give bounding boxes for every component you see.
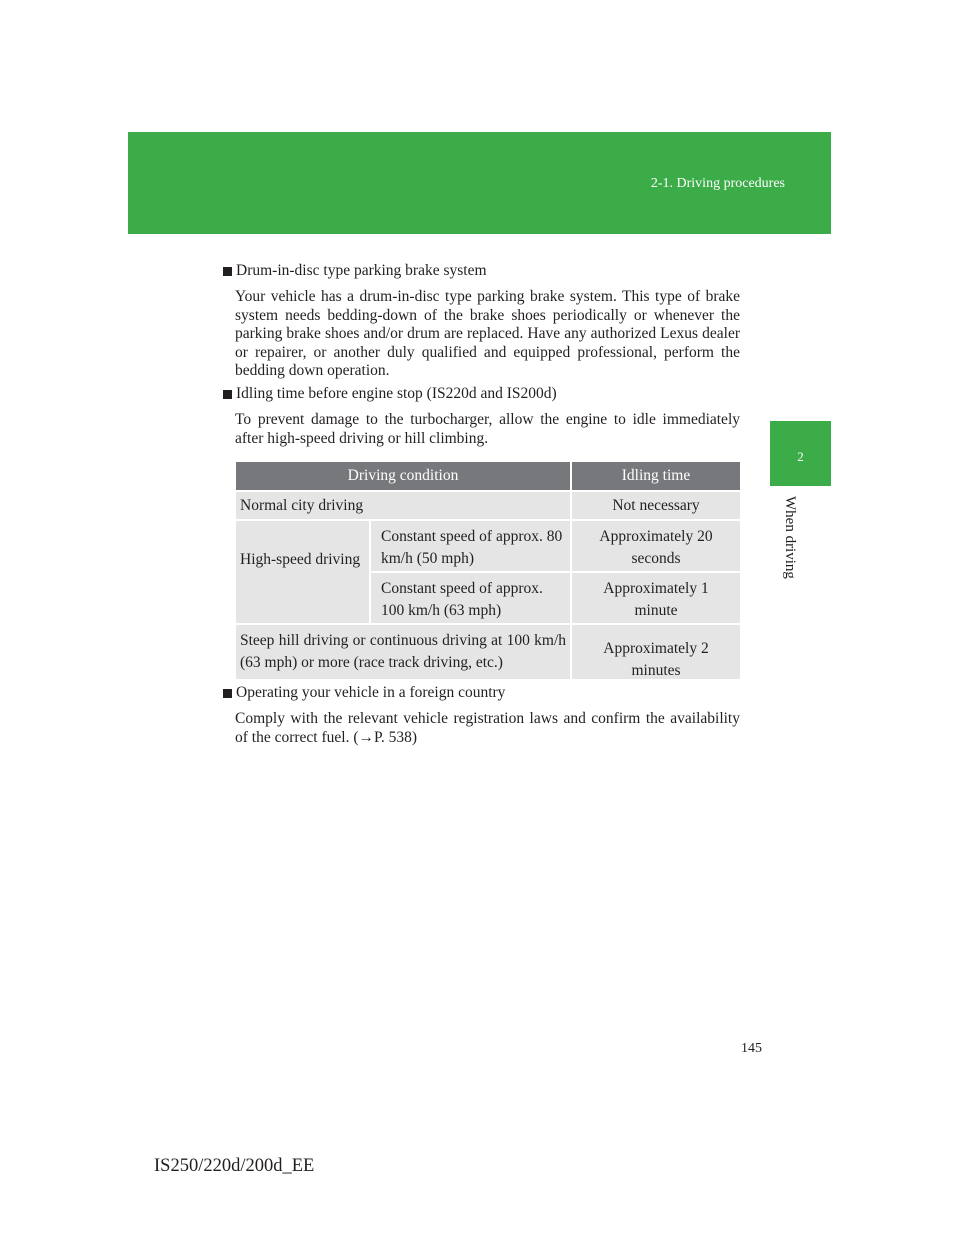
section-heading: Operating your vehicle in a foreign country xyxy=(236,684,506,701)
header-band xyxy=(128,132,831,234)
section-parking-brake xyxy=(223,262,740,381)
table-header-time: Idling time xyxy=(572,462,740,490)
table-header-condition: Driving condition xyxy=(236,462,570,490)
section-foreign-country xyxy=(223,684,740,747)
section-body: Comply with the relevant vehicle registration laws and confirm the availability of the correct fuel. (→P. 538) xyxy=(235,710,740,746)
chapter-tab xyxy=(770,421,831,486)
table-cell-speed: Constant speed of approx. 80 km/h (50 mph) xyxy=(371,521,570,571)
table-cell-condition: Steep hill driving or continuous driving at 100 km/h (63 mph) or more (race track driving, etc.) xyxy=(236,625,570,679)
section-body: To prevent damage to the turbocharger, allow the engine to idle immediately after high-speed driving or hill climbing. xyxy=(235,411,740,447)
table-cell-speed: Constant speed of approx. 100 km/h (63 mph) xyxy=(371,573,570,623)
table-cell-time: Not necessary xyxy=(572,492,740,519)
table-cell-time: Approximately 2 minutes xyxy=(572,625,740,679)
table-cell-time: Approximately 20 seconds xyxy=(572,521,740,571)
section-heading: Idling time before engine stop (IS220d and IS200d) xyxy=(236,385,557,402)
section-body: Your vehicle has a drum-in-disc type parking brake system. This type of brake system needs bedding-down of the brake shoes periodically or whenever the parking brake shoes and/or drum are replaced. Have any authorized Lexus dealer or repairer, or another duly qualified and equipped professional, perform the bedding down operation. xyxy=(235,288,740,380)
section-idling-time xyxy=(223,385,740,448)
bullet-square-icon xyxy=(223,390,232,399)
bullet-square-icon xyxy=(223,267,232,276)
table-cell-condition: Normal city driving xyxy=(236,492,570,519)
table-cell-time: Approximately 1 minute xyxy=(572,573,740,623)
chapter-caption xyxy=(782,496,798,596)
section-heading: Drum-in-disc type parking brake system xyxy=(236,262,487,279)
idling-time-table xyxy=(236,462,740,679)
section-title: 2-1. Driving procedures xyxy=(650,176,785,191)
chapter-caption-text: When driving xyxy=(782,496,798,579)
chapter-number: 2 xyxy=(797,449,804,464)
page-number: 145 xyxy=(741,1041,762,1056)
model-code: IS250/220d/200d_EE xyxy=(154,1156,315,1176)
table-cell-group: High-speed driving xyxy=(236,521,369,623)
bullet-square-icon xyxy=(223,689,232,698)
